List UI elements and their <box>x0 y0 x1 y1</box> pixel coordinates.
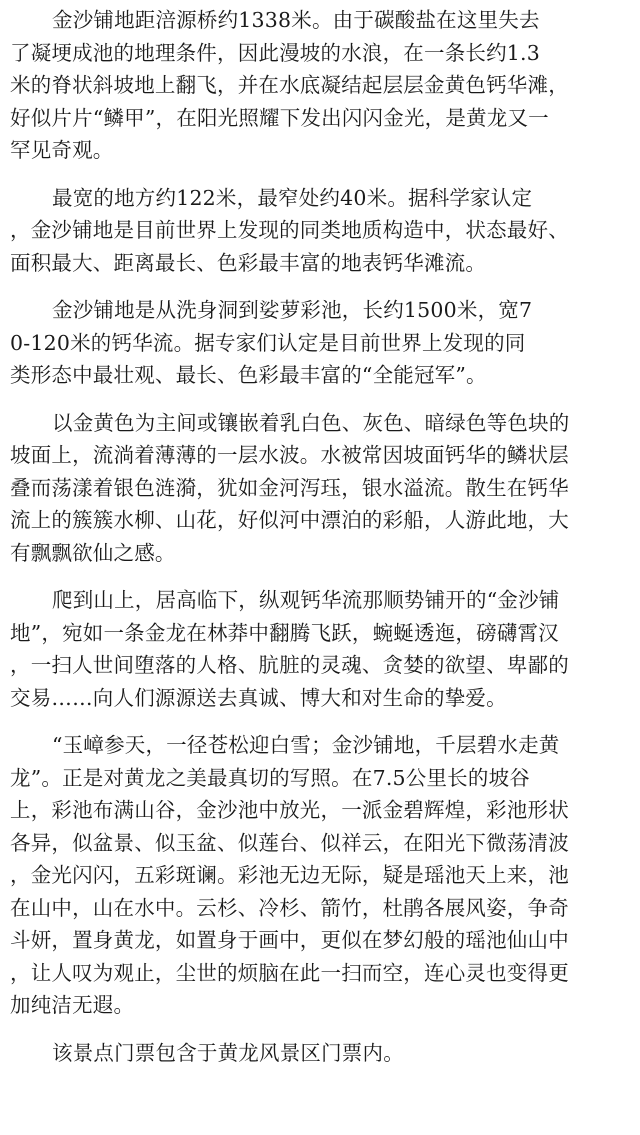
text-line: 龙”。正是对黄龙之美最真切的写照。在7.5公里长的坡谷 <box>10 765 530 790</box>
text-line: 有飘飘欲仙之感。 <box>10 540 176 565</box>
text-line: 金沙铺地是从洗身洞到娑萝彩池，长约1500米，宽7 <box>52 298 533 322</box>
paragraph-width-facts <box>10 182 640 280</box>
text-line: 类形态中最壮观、最长、色彩最丰富的“全能冠军”。 <box>10 363 487 387</box>
text-line: 各异，似盆景、似玉盆、似莲台、似祥云，在阳光下微荡清波 <box>10 830 569 855</box>
text-line: 流上的簇簇水柳、山花，好似河中漂泊的彩船，人游此地，大 <box>10 508 569 532</box>
paragraph-colors-description <box>10 407 640 570</box>
text-line: 米的脊状斜坡地上翻飞，并在水底凝结起层层金黄色钙华滩， <box>10 73 569 97</box>
text-line: 斗妍，置身黄龙，如置身于画中，更似在梦幻般的瑶池仙山中 <box>10 928 569 952</box>
paragraph-ticket-info <box>10 1037 640 1070</box>
text-line: 罕见奇观。 <box>10 138 114 162</box>
text-line: 面积最大、距离最长、色彩最丰富的地表钙华滩流。 <box>10 250 487 275</box>
paragraph-poem-and-scenery <box>10 729 640 1022</box>
text-line: 地”，宛如一条金龙在林莽中翻腾飞跃，蜿蜒透迤，磅礴霄汉 <box>10 620 559 645</box>
text-line: 好似片片“鳞甲”，在阳光照耀下发出闪闪金光，是黄龙又一 <box>10 105 549 130</box>
text-line: 交易……向人们源源送去真诚、博大和对生命的挚爱。 <box>10 685 507 710</box>
text-line: 在山中，山在水中。云杉、冷杉、箭竹，杜鹃各展风姿，争奇 <box>10 895 569 920</box>
text-line: ，让人叹为观止，尘世的烦脑在此一扫而空，连心灵也变得更 <box>10 960 569 985</box>
text-line: ，一扫人世间堕落的人格、肮脏的灵魂、贪婪的欲望、卑鄙的 <box>10 653 569 677</box>
paragraph-length-facts <box>10 294 640 392</box>
text-line: 最宽的地方约122米，最窄处约40米。据科学家认定 <box>52 185 533 210</box>
text-line: 加纯洁无遐。 <box>10 993 135 1017</box>
text-line: ，金沙铺地是目前世界上发现的同类地质构造中，状态最好、 <box>10 218 569 242</box>
text-line: 了凝埂成池的地理条件，因此漫坡的水浪，在一条长约1.3 <box>10 40 541 65</box>
text-line: ，金光闪闪，五彩斑谰。彩池无边无际，疑是瑶池天上来，池 <box>10 863 569 887</box>
text-line: 0-120米的钙华流。据专家们认定是目前世界上发现的同 <box>10 330 526 355</box>
text-line: “玉嶂参天，一径苍松迎白雪；金沙铺地，千层碧水走黄 <box>52 733 560 757</box>
paragraph-mountain-view <box>10 584 640 714</box>
text-line: 上，彩池布满山谷，金沙池中放光，一派金碧辉煌，彩池形状 <box>10 798 569 822</box>
text-line: 叠而荡漾着银色涟漪，犹如金河泻珏，银水溢流。散生在钙华 <box>10 475 569 500</box>
text-line: 坡面上，流淌着薄薄的一层水波。水被常因坡面钙华的鳞状层 <box>10 443 569 467</box>
text-line: 金沙铺地距涪源桥约1338米。由于碳酸盐在这里失去 <box>52 8 540 32</box>
text-line: 爬到山上，居高临下，纵观钙华流那顺势铺开的“金沙铺 <box>52 588 560 612</box>
text-line: 该景点门票包含于黄龙风景区门票内。 <box>52 1040 404 1065</box>
paragraph-golden-sand-intro <box>10 4 640 167</box>
text-line: 以金黄色为主间或镶嵌着乳白色、灰色、暗绿色等色块的 <box>52 410 570 435</box>
